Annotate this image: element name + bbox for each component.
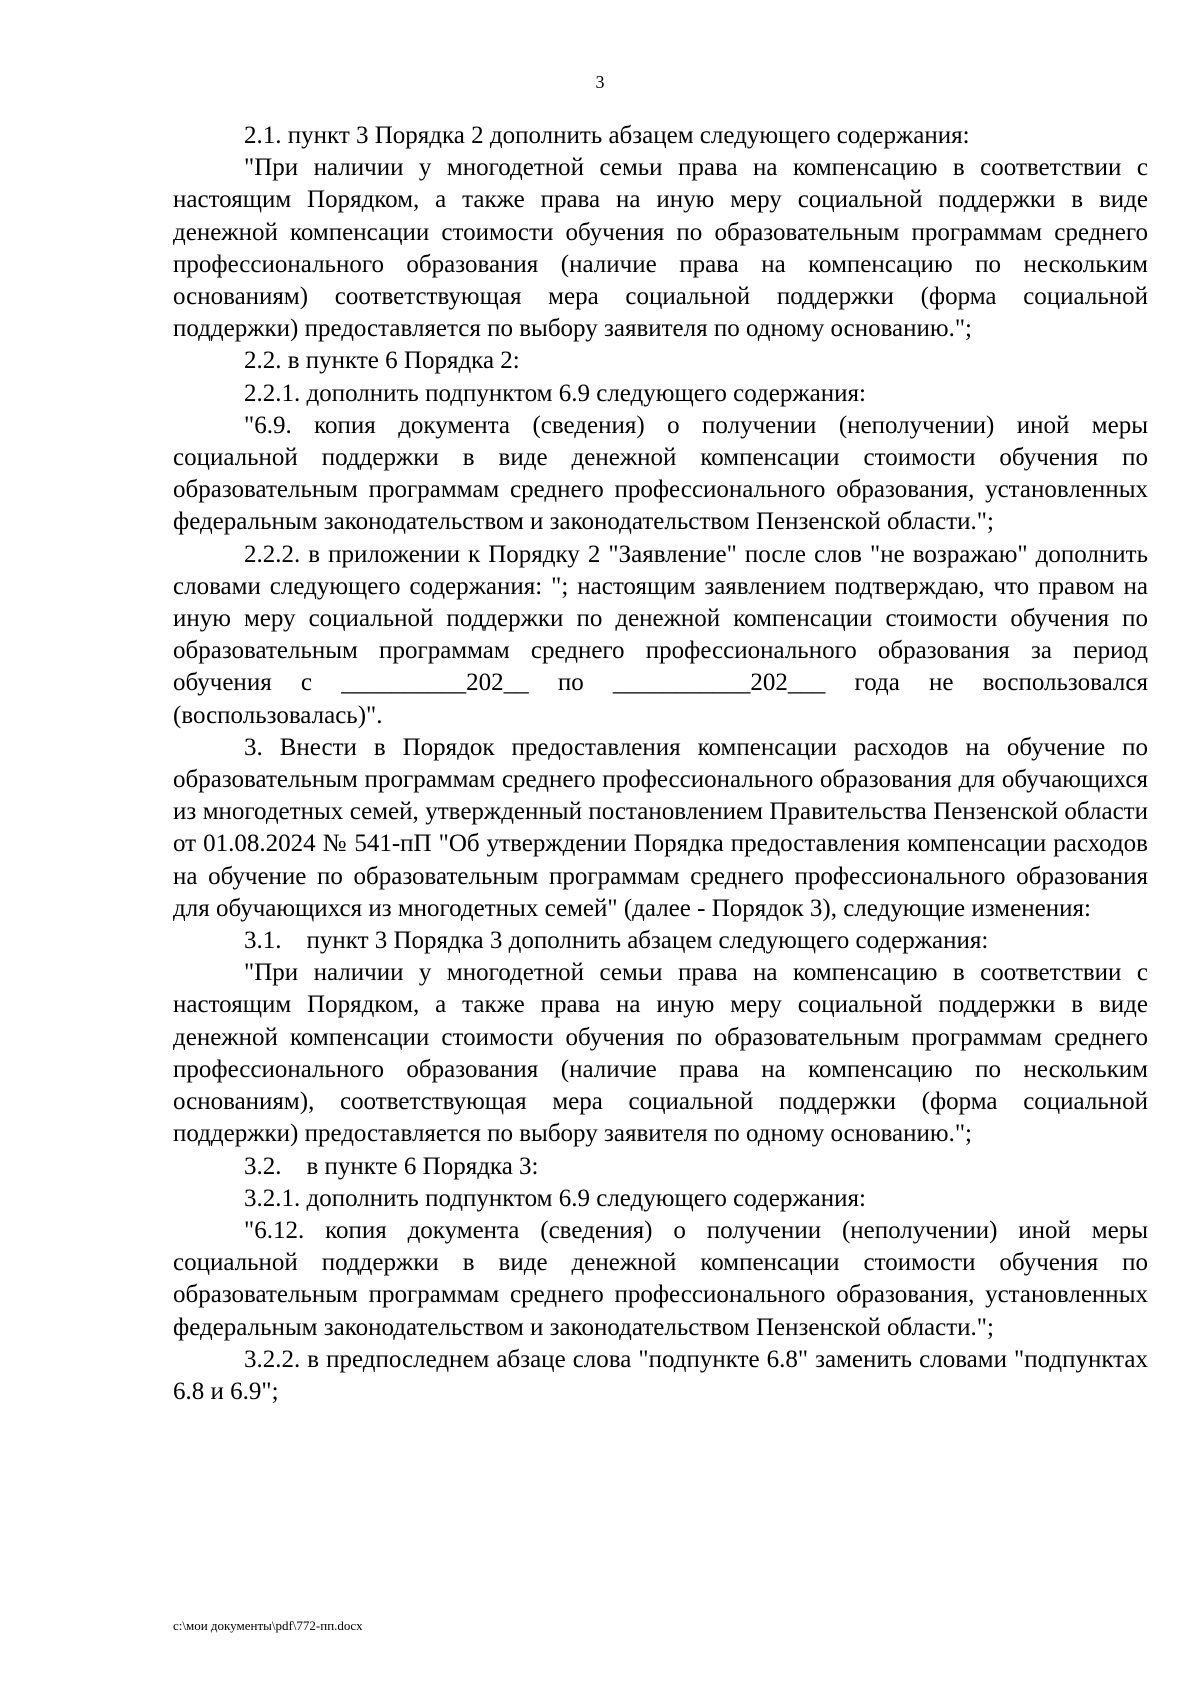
paragraph-6-9: "6.9. копия документа (сведения) о получении (неполучении) иной меры социальной поддержки в виде денежной компенсации стоимости обучения по образовательным программам среднего профессионального образования, установленных федеральным законодательством и законодательством Пензенской области."; [173,411,1148,536]
paragraph-2-2-2: 2.2.2. в приложении к Порядку 2 "Заявление" после слов "не возражаю" дополнить словами следующего содержания: "; настоящим заявлением подтверждаю, что правом на иную меру социальной поддержки по денежной компенсации стоимости обучения по образовательным программам среднего профессионального образования за период обучения с __________202__ по ___________202___ года не воспользовался (воспользовалась)". [173,540,1148,729]
paragraph-2-1: 2.1. пункт 3 Порядка 2 дополнить абзацем следующего содержания: [244,122,970,149]
paragraph-2-2-1: 2.2.1. дополнить подпунктом 6.9 следующего содержания: [244,379,866,407]
paragraph-3: 3. Внести в Порядок предоставления компенсации расходов на обучение по образовательным программам среднего профессионального образования для обучающихся из многодетных семей, утвержденный постановлением Правительства Пензенской области от 01.08.2024 № 541-пП "Об утверждении Порядка предоставления компенсации расходов на обучение по образовательным программам среднего профессионального образования для обучающихся из многодетных семей" (далее - Порядок 3), следующие изменения: [173,733,1148,922]
paragraph-3-1: 3.1. пункт 3 Порядка 3 дополнить абзацем следующего содержания: [244,927,989,955]
paragraph-6-12: "6.12. копия документа (сведения) о получении (неполучении) иной меры социальной поддержки в виде денежной компенсации стоимости обучения по образовательным программам среднего профессионального образования, установленных федеральным законодательством и законодательством Пензенской области."; [173,1216,1148,1341]
paragraph-3-2-1: 3.2.1. дополнить подпунктом 6.9 следующего содержания: [244,1184,866,1212]
paragraph-3-1-text: "При наличии у многодетной семьи права на компенсацию в соответствии с настоящим Порядком, а также права на иную меру социальной поддержки в виде денежной компенсации стоимости обучения по образовательным программам среднего профессионального образования (наличие права на компенсацию по нескольким основаниям), соответствующая мера социальной поддержки (форма социальной поддержки) предоставляется по выбору заявителя по одному основанию."; [173,959,1148,1148]
document-body [173,120,1148,1408]
paragraph-2-2: 2.2. в пункте 6 Порядка 2: [244,347,520,375]
page-number: 3 [595,72,605,92]
footer-file-path: c:\мои документы\pdf\772-пп.docx [173,1618,363,1633]
paragraph-2-1-text: "При наличии у многодетной семьи права на компенсацию в соответствии с настоящим Порядком, а также права на иную меру социальной поддержки в виде денежной компенсации стоимости обучения по образовательным программам среднего профессионального образования (наличие права на компенсацию по нескольким основаниям) соответствующая мера социальной поддержки (форма социальной поддержки) предоставляется по выбору заявителя по одному основанию."; [173,154,1148,343]
paragraph-3-2: 3.2. в пункте 6 Порядка 3: [244,1152,539,1180]
paragraph-3-2-2: 3.2.2. в предпоследнем абзаце слова "подпункте 6.8" заменить словами "подпунктах 6.8 и 6.9"; [173,1345,1148,1405]
